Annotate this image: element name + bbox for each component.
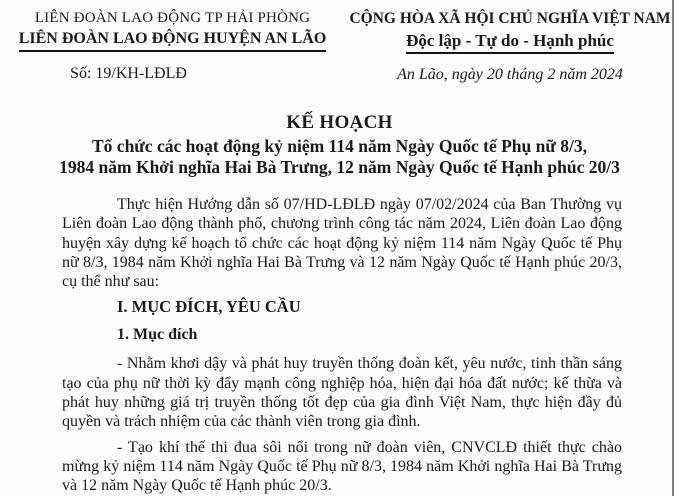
- national-motto: Độc lập - Tự do - Hạnh phúc: [406, 30, 614, 54]
- document-type-title: KẾ HOẠCH: [286, 112, 393, 133]
- parent-org-name: LIÊN ĐOÀN LAO ĐỘNG TP HẢI PHÒNG: [34, 10, 311, 26]
- issuing-org-name-row: [0, 29, 345, 52]
- document-title-block: [0, 111, 679, 177]
- document-number: Số: 19/KH-LĐLĐ: [70, 65, 187, 82]
- document-subtitle-line2: 1984 năm Khởi nghĩa Hai Bà Trưng, 12 năm Ngày Quốc tế Hạnh phúc 20/3: [59, 156, 620, 177]
- section-heading-1: I. MỤC ĐÍCH, YÊU CẦU: [117, 297, 301, 317]
- purpose-bullet-2: - Tạo khí thế thi đua sôi nổi trong nữ đoàn viên, CNVCLĐ thiết thực chào mừng kỷ niệm 114 năm Ngày Quốc tế Phụ nữ 8/3, 1984 năm Khởi nghĩa Hai Bà Trưng và 12 năm Ngày Quốc tế Hạnh phúc 20/3.: [62, 438, 622, 495]
- intro-paragraph: Thực hiện Hướng dẫn số 07/HD-LĐLĐ ngày 07/02/2024 của Ban Thường vụ Liên đoàn Lao động thành phố, chương trình công tác năm 2024, Liên đoàn Lao động huyện xây dựng kế hoạch tổ chức các hoạt động kỷ niệm 114 năm Ngày Quốc tế Phụ nữ 8/3, 1984 năm Khởi nghĩa Hai Bà Trưng và 12 năm Ngày Quốc tế Hạnh phúc 20/3, cụ thể như sau:: [62, 196, 622, 291]
- issuing-org-name: LIÊN ĐOÀN LAO ĐỘNG HUYỆN AN LÃO: [19, 29, 327, 52]
- issuing-org-block: [0, 9, 345, 84]
- document-subtitle-line1: Tổ chức các hoạt động kỷ niệm 114 năm Ngày Quốc tế Phụ nữ 8/3,: [92, 136, 587, 156]
- scan-edge-line: [672, 0, 674, 496]
- place-and-date: An Lão, ngày 20 tháng 2 năm 2024: [397, 66, 623, 83]
- national-motto-row: [345, 30, 675, 54]
- subsection-heading-1-1: 1. Mục đích: [117, 326, 198, 344]
- document-header: [0, 0, 679, 84]
- purpose-bullet-1: - Nhằm khơi dậy và phát huy truyền thống đoàn kết, yêu nước, tinh thần sáng tạo của phụ nữ thời kỳ đẩy mạnh công nghiệp hóa, hiện đại hóa đất nước; kế thừa và phát huy những giá trị truyền thống tốt đẹp của gia đình Việt Nam, thực hiện đầy đủ quyền và trách nhiệm của các thành viên trong gia đình.: [62, 355, 622, 431]
- document-body: [62, 195, 622, 496]
- national-header-block: [345, 9, 675, 84]
- national-title: CỘNG HÒA XÃ HỘI CHỦ NGHĨA VIỆT NAM: [349, 10, 671, 27]
